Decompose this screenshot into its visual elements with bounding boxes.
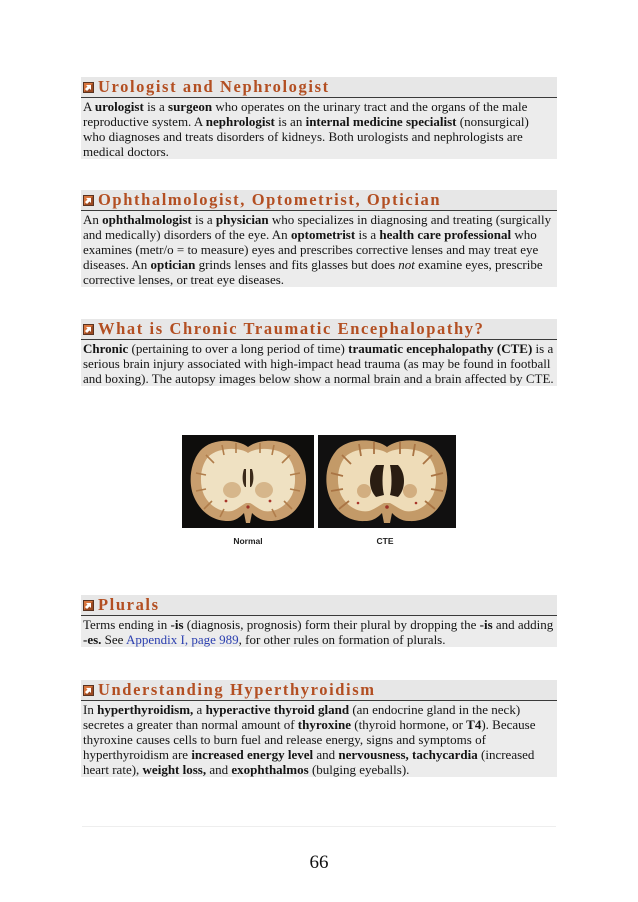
section-title: Plurals [98, 595, 160, 614]
section-urologist-nephrologist [81, 77, 557, 159]
section-chronic-traumatic-encephalopathy [81, 319, 557, 386]
section-header [81, 595, 557, 616]
bold-term: nephrologist [205, 114, 275, 129]
bold-term: -is [479, 617, 493, 632]
bold-term: hyperactive thyroid gland [205, 702, 350, 717]
bold-term: health care professional [379, 227, 512, 242]
body-text: A [83, 99, 95, 114]
section-header [81, 319, 557, 340]
body-text: is an [274, 114, 306, 129]
body-text: who operates on the urinary tract and the organs of the male reproductive system. A [83, 99, 528, 129]
bold-term: optician [150, 257, 196, 272]
italic-emphasis: not [398, 257, 415, 272]
section-header [81, 680, 557, 701]
caption-cte: CTE [376, 536, 394, 546]
appendix-link[interactable]: Appendix I, page 989 [125, 632, 239, 647]
section-body [81, 211, 557, 287]
body-text: and [313, 747, 339, 762]
section-bullet-icon [83, 600, 94, 611]
bold-term: ophthalmologist [102, 212, 192, 227]
section-body [81, 340, 557, 386]
section-understanding-hyperthyroidism [81, 680, 557, 777]
body-text: is a serious brain injury associated with high-impact head trauma (as may be found in football and boxing). The autopsy images below show a normal brain and a brain affected by CTE. [83, 341, 554, 386]
body-text: (increased heart rate), [83, 747, 535, 777]
body-text: (bulging eyeballs). [308, 762, 410, 777]
section-bullet-icon [83, 685, 94, 696]
body-text: (an endocrine gland in the neck) secretes a greater than normal amount of [83, 702, 521, 732]
bold-term: thyroxine [297, 717, 351, 732]
body-text: An [83, 212, 103, 227]
section-bullet-icon [83, 324, 94, 335]
body-text: is a [355, 227, 380, 242]
bold-term: weight loss, [142, 762, 207, 777]
bold-term: increased energy level [191, 747, 314, 762]
bold-term: traumatic encephalopathy (CTE) [348, 341, 533, 356]
body-text: (thyroid hormone, or [351, 717, 467, 732]
body-text: Terms ending in [83, 617, 171, 632]
section-bullet-icon [83, 195, 94, 206]
section-title: Ophthalmologist, Optometrist, Optician [98, 190, 442, 209]
body-text: who specializes in diagnosing and treating (surgically and medically) disorders of the eye. An [83, 212, 552, 242]
body-text: who examines (metr/o = to measure) eyes and prescribes corrective lenses and may treat eye diseases. An [83, 227, 539, 272]
body-text: is a [143, 99, 169, 114]
body-text: and [206, 762, 232, 777]
bold-term: urologist [94, 99, 144, 114]
section-plurals [81, 595, 557, 647]
bold-term: optometrist [290, 227, 356, 242]
section-header [81, 190, 557, 211]
bold-term: exophthalmos [231, 762, 309, 777]
body-text: (pertaining to over a long period of time) [128, 341, 349, 356]
body-text: See [101, 632, 126, 647]
bold-term: nervousness, tachycardia [338, 747, 478, 762]
section-title: What is Chronic Traumatic Encephalopathy? [98, 319, 485, 338]
bold-term: -is [170, 617, 184, 632]
bold-term: surgeon [168, 99, 213, 114]
body-text: (diagnosis, prognosis) form their plural by dropping the [183, 617, 480, 632]
brain-autopsy-figure [182, 435, 458, 550]
bold-term: Chronic [83, 341, 129, 356]
body-text: ). Because thyroxine causes cells to burn fuel and release energy, signs and symptoms of hyperthyroidism are [83, 717, 536, 762]
body-text: (nonsurgical) who diagnoses and treats disorders of kidneys. Both urologists and nephrologists are medical doctors. [83, 114, 529, 159]
body-text: and adding [492, 617, 554, 632]
caption-normal: Normal [233, 536, 263, 546]
section-body [81, 701, 557, 777]
section-title: Understanding Hyperthyroidism [98, 680, 376, 699]
footer-divider [82, 826, 556, 827]
bold-term: internal medicine specialist [305, 114, 457, 129]
normal-brain-image [182, 435, 314, 528]
body-text: examine eyes, prescribe corrective lenses, or treat eye diseases. [83, 257, 543, 287]
body-text: , for other rules on formation of plurals. [238, 632, 446, 647]
bold-term: -es. [83, 632, 102, 647]
cte-brain-image [318, 435, 456, 528]
section-body [81, 98, 557, 159]
body-text: In [83, 702, 98, 717]
bold-term: hyperthyroidism, [97, 702, 194, 717]
bold-term: T4 [466, 717, 482, 732]
body-text: grinds lenses and fits glasses but does [195, 257, 399, 272]
section-header [81, 77, 557, 98]
body-text: is a [191, 212, 216, 227]
section-ophthalmologist-optometrist-optician [81, 190, 557, 287]
section-title: Urologist and Nephrologist [98, 77, 330, 96]
section-body [81, 616, 557, 647]
body-text: a [193, 702, 206, 717]
page-number: 66 [309, 852, 329, 873]
section-bullet-icon [83, 82, 94, 93]
bold-term: physician [215, 212, 269, 227]
